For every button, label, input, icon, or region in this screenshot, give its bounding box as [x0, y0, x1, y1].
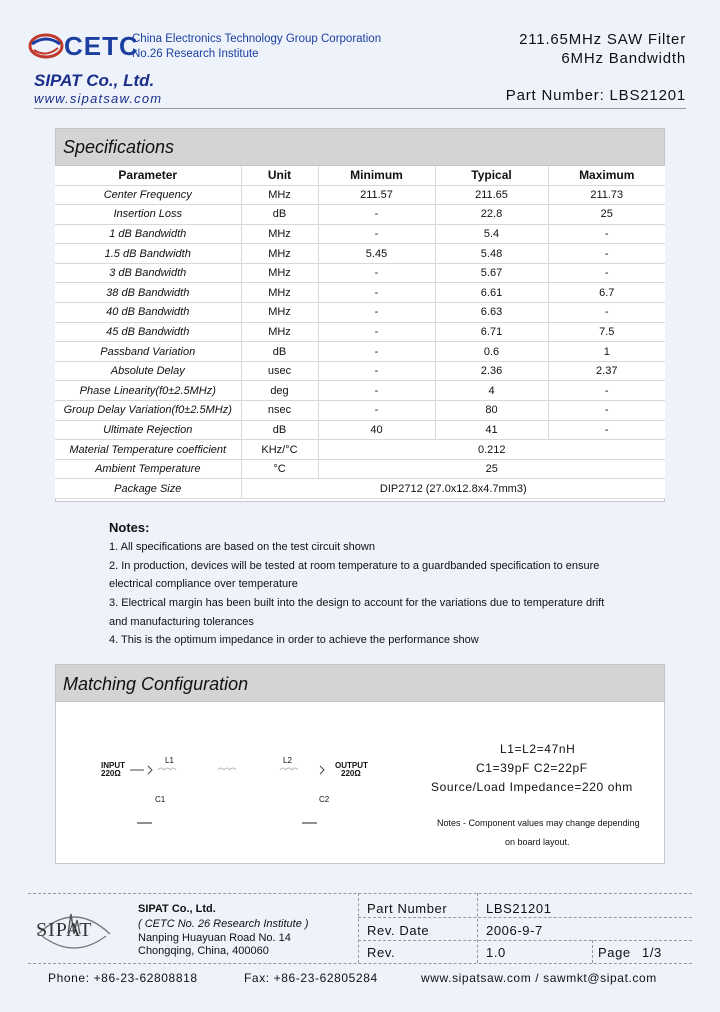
spec-cell-typ: 80 — [435, 401, 548, 421]
footer-fax: Fax: +86-23-62805284 — [244, 971, 378, 985]
spec-cell-typ: 6.63 — [435, 303, 548, 323]
spec-cell-max: - — [548, 263, 665, 283]
spec-cell-min: - — [318, 263, 435, 283]
matching-section-title: Matching Configuration — [63, 674, 249, 694]
footer-divider-top — [28, 893, 692, 894]
spec-cell-typ: 6.61 — [435, 283, 548, 303]
spec-table — [55, 166, 665, 499]
spec-cell-unit: KHz/°C — [241, 440, 318, 460]
spec-cell-typ: 6.71 — [435, 322, 548, 342]
spec-cell-param: 45 dB Bandwidth — [55, 322, 241, 342]
spec-cell-param: Package Size — [55, 479, 241, 499]
spec-cell-min: - — [318, 303, 435, 323]
spec-cell-param: Center Frequency — [55, 185, 241, 205]
spec-cell-param: Insertion Loss — [55, 205, 241, 225]
spec-cell-min: - — [318, 401, 435, 421]
spec-cell-min: 40 — [318, 420, 435, 440]
spec-cell-typ: 5.67 — [435, 263, 548, 283]
cetc-emblem-icon — [26, 28, 66, 64]
footer-page-value: 1/3 — [642, 945, 662, 960]
spec-cell-max: - — [548, 244, 665, 264]
spec-cell-unit: dB — [241, 342, 318, 362]
spec-row — [55, 479, 665, 499]
footer-divider-bottom — [28, 963, 692, 964]
spec-cell-min: - — [318, 342, 435, 362]
spec-cell-value: 25 — [318, 459, 665, 479]
circuit-schematic — [100, 740, 380, 840]
spec-cell-param: Ambient Temperature — [55, 459, 241, 479]
spec-section-title: Specifications — [63, 137, 175, 157]
spec-cell-typ: 0.6 — [435, 342, 548, 362]
spec-cell-min: - — [318, 361, 435, 381]
spec-cell-max: - — [548, 401, 665, 421]
spec-row — [55, 381, 665, 401]
note-line: 1. All specifications are based on the test circuit shown — [109, 541, 375, 553]
spec-cell-min: - — [318, 224, 435, 244]
spec-cell-max: - — [548, 224, 665, 244]
spec-cell-param: 3 dB Bandwidth — [55, 263, 241, 283]
spec-cell-max: 6.7 — [548, 283, 665, 303]
footer-rev-label: Rev. — [367, 945, 396, 960]
input-impedance: 220Ω — [101, 769, 121, 778]
footer-rev-date-label: Rev. Date — [367, 923, 430, 938]
spec-cell-unit: nsec — [241, 401, 318, 421]
spec-cell-max: - — [548, 420, 665, 440]
spec-cell-min: - — [318, 381, 435, 401]
spec-cell-typ: 22.8 — [435, 205, 548, 225]
spec-cell-max: 211.73 — [548, 185, 665, 205]
footer-part-number-label: Part Number — [367, 901, 448, 916]
spec-cell-typ: 4 — [435, 381, 548, 401]
spec-cell-unit: MHz — [241, 244, 318, 264]
product-title: 211.65MHz SAW Filter — [519, 31, 686, 48]
inductor-l1-label: L1 — [165, 756, 174, 765]
spec-row — [55, 205, 665, 225]
spec-cell-param: 1 dB Bandwidth — [55, 224, 241, 244]
column-header: Typical — [435, 166, 548, 185]
spec-row — [55, 342, 665, 362]
spec-cell-typ: 2.36 — [435, 361, 548, 381]
matching-section-header — [55, 664, 665, 702]
spec-row — [55, 459, 665, 479]
spec-cell-unit: MHz — [241, 263, 318, 283]
spec-row — [55, 185, 665, 205]
spec-row — [55, 420, 665, 440]
spec-cell-unit: dB — [241, 420, 318, 440]
sipat-logo-text: SIPAT — [36, 919, 93, 941]
spec-cell-param: Passband Variation — [55, 342, 241, 362]
spec-row — [55, 401, 665, 421]
column-header: Parameter — [55, 166, 241, 185]
notes-title: Notes: — [109, 520, 150, 535]
footer-phone: Phone: +86-23-62808818 — [48, 971, 198, 985]
footer-part-number-value: LBS21201 — [486, 901, 552, 916]
output-impedance: 220Ω — [341, 769, 361, 778]
inductor-values: L1=L2=47nH — [500, 742, 576, 756]
inductor-l2-label: L2 — [283, 756, 292, 765]
spec-cell-unit: MHz — [241, 303, 318, 323]
column-header: Unit — [241, 166, 318, 185]
spec-row — [55, 361, 665, 381]
part-number-header: Part Number: LBS21201 — [505, 87, 686, 104]
spec-cell-min: 211.57 — [318, 185, 435, 205]
footer-row-divider — [358, 917, 692, 918]
output-label: OUTPUT — [335, 761, 368, 770]
footer-institute: ( CETC No. 26 Research Institute ) — [138, 918, 309, 930]
footer-address2: Chongqing, China, 400060 — [138, 945, 269, 957]
spec-cell-typ: 41 — [435, 420, 548, 440]
spec-cell-param: 38 dB Bandwidth — [55, 283, 241, 303]
impedance-value: Source/Load Impedance=220 ohm — [431, 780, 633, 794]
footer-row-divider — [358, 940, 692, 941]
matching-circuit-diagram — [100, 740, 380, 840]
spec-cell-unit: MHz — [241, 224, 318, 244]
spec-cell-param: 40 dB Bandwidth — [55, 303, 241, 323]
capacitor-c2-label: C2 — [319, 795, 330, 804]
input-label: INPUT — [101, 761, 125, 770]
footer-page-label: Page — [598, 945, 631, 960]
spec-cell-param: 1.5 dB Bandwidth — [55, 244, 241, 264]
spec-cell-param: Absolute Delay — [55, 361, 241, 381]
footer-rev-value: 1.0 — [486, 945, 506, 960]
spec-cell-unit: usec — [241, 361, 318, 381]
column-header: Minimum — [318, 166, 435, 185]
spec-cell-max: 25 — [548, 205, 665, 225]
spec-row — [55, 440, 665, 460]
spec-cell-max: 1 — [548, 342, 665, 362]
header-divider — [34, 108, 686, 109]
spec-cell-unit: MHz — [241, 283, 318, 303]
spec-row — [55, 283, 665, 303]
note-line: electrical compliance over temperature — [109, 578, 298, 590]
spec-cell-max: - — [548, 303, 665, 323]
footer-column-divider — [358, 893, 359, 963]
capacitor-c1-label: C1 — [155, 795, 166, 804]
footer-address1: Nanping Huayuan Road No. 14 — [138, 932, 291, 944]
product-subtitle: 6MHz Bandwidth — [561, 50, 686, 67]
spec-cell-unit: dB — [241, 205, 318, 225]
spec-cell-param: Ultimate Rejection — [55, 420, 241, 440]
footer-web-email[interactable]: www.sipatsaw.com / sawmkt@sipat.com — [421, 971, 657, 985]
spec-cell-unit: °C — [241, 459, 318, 479]
cetc-name-line2: No.26 Research Institute — [132, 48, 259, 60]
spec-cell-param: Group Delay Variation(f0±2.5MHz) — [55, 401, 241, 421]
note-line: 3. Electrical margin has been built into the design to account for the variations due to temperature drift — [109, 597, 605, 609]
spec-cell-value: DIP2712 (27.0x12.8x4.7mm3) — [241, 479, 665, 499]
spec-row — [55, 224, 665, 244]
spec-section-header — [55, 128, 665, 166]
spec-cell-unit: MHz — [241, 185, 318, 205]
company-name: SIPAT Co., Ltd. — [34, 71, 155, 90]
spec-cell-param: Phase Linearity(f0±2.5MHz) — [55, 381, 241, 401]
footer-rev-date-value: 2006-9-7 — [486, 923, 543, 938]
spec-cell-typ: 211.65 — [435, 185, 548, 205]
spec-cell-typ: 5.4 — [435, 224, 548, 244]
spec-cell-min: - — [318, 322, 435, 342]
capacitor-values: C1=39pF C2=22pF — [476, 761, 588, 775]
cetc-name-line1: China Electronics Technology Group Corporation — [132, 33, 382, 45]
spec-cell-param: Material Temperature coefficient — [55, 440, 241, 460]
website-link[interactable]: www.sipatsaw.com — [34, 91, 163, 106]
footer-company: SIPAT Co., Ltd. — [138, 903, 216, 915]
spec-cell-value: 0.212 — [318, 440, 665, 460]
note-line: 2. In production, devices will be tested at room temperature to a guardbanded specification to ensure — [109, 560, 600, 572]
matching-note-line1: Notes - Component values may change depending — [437, 818, 640, 828]
spec-cell-max: 2.37 — [548, 361, 665, 381]
spec-row — [55, 244, 665, 264]
note-line: and manufacturing tolerances — [109, 616, 254, 628]
spec-cell-max: - — [548, 381, 665, 401]
spec-cell-min: - — [318, 205, 435, 225]
footer-column-divider — [592, 940, 593, 963]
spec-cell-max: 7.5 — [548, 322, 665, 342]
matching-note-line2: on board layout. — [505, 837, 570, 847]
footer-column-divider — [477, 893, 478, 963]
cetc-logo-text: CETC — [64, 31, 139, 61]
column-header: Maximum — [548, 166, 665, 185]
spec-cell-unit: MHz — [241, 322, 318, 342]
note-line: 4. This is the optimum impedance in order to achieve the performance show — [109, 634, 479, 646]
spec-cell-min: - — [318, 283, 435, 303]
spec-cell-min: 5.45 — [318, 244, 435, 264]
spec-row — [55, 263, 665, 283]
spec-row — [55, 322, 665, 342]
spec-cell-unit: deg — [241, 381, 318, 401]
spec-row — [55, 303, 665, 323]
spec-table-header — [55, 166, 665, 185]
spec-cell-typ: 5.48 — [435, 244, 548, 264]
